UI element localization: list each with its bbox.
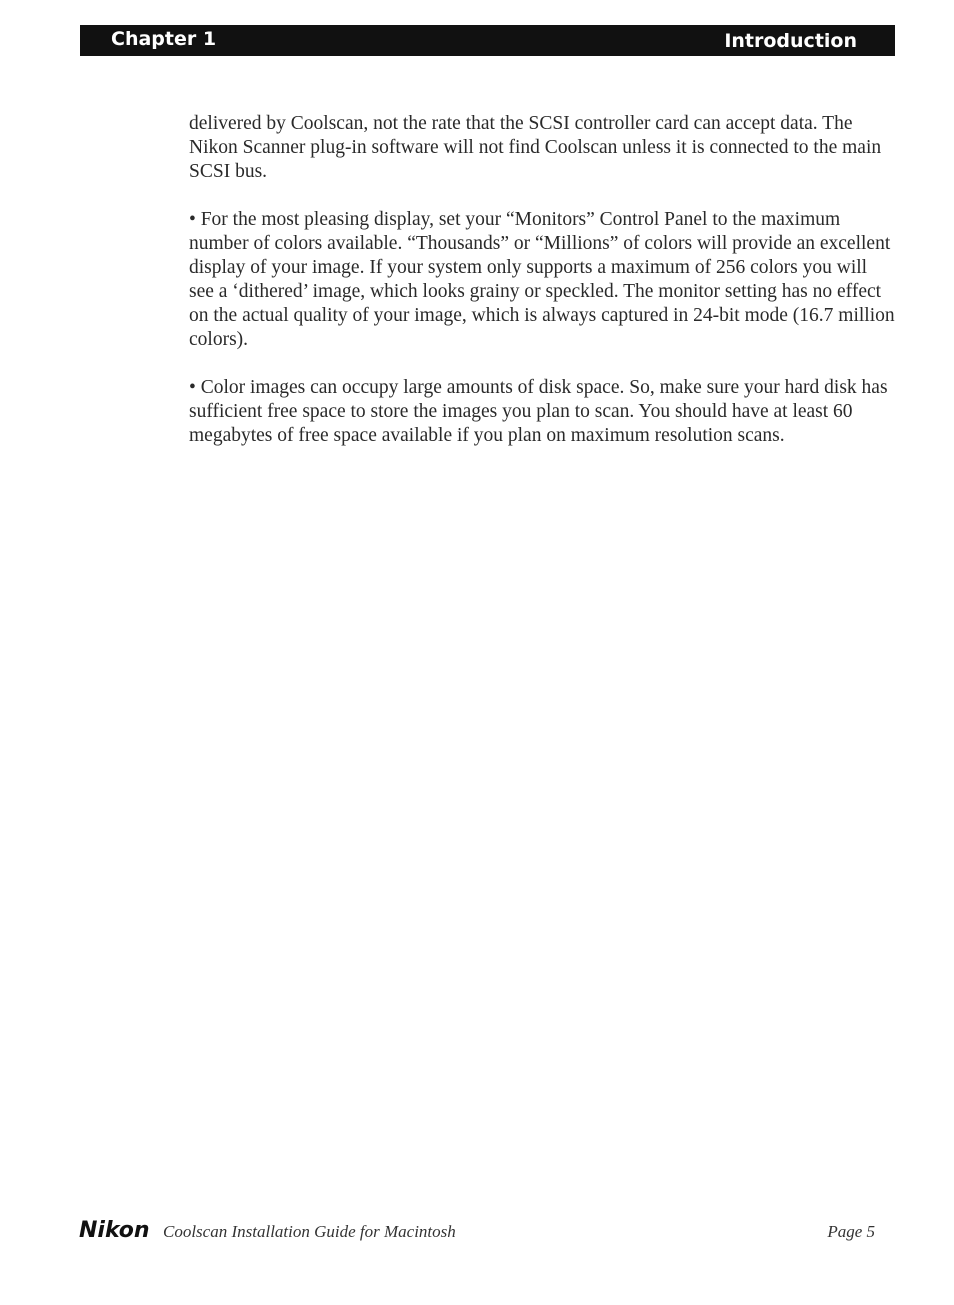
paragraph-monitors: • For the most pleasing display, set your “Monitors” Control Panel to the maximum number of colors available. “Thousands” or “Millions” of colors will provide an excellent display of your image. If your system only supports a maximum of 256 colors you will see a ‘dithered’ image, which looks grainy or speckled. The monitor setting has no effect on the actual quality of your image, which is always captured in 24-bit mode (16.7 million colors). — [189, 209, 895, 350]
nikon-logo: Nikon — [79, 1218, 150, 1243]
chapter-header-bar — [80, 25, 895, 56]
section-title: Introduction — [724, 30, 857, 52]
paragraph-disk-space: • Color images can occupy large amounts of disk space. So, make sure your hard disk has sufficient free space to store the images you plan to scan. You should have at least 60 megabytes of free space available if you plan on maximum resolution scans. — [189, 377, 888, 446]
page-footer — [79, 1218, 875, 1248]
paragraph-scsi: delivered by Coolscan, not the rate that the SCSI controller card can accept data. The Nikon Scanner plug-in software will not find Coolscan unless it is connected to the main SCSI bus. — [189, 113, 882, 182]
main-content — [189, 112, 895, 472]
guide-title: Coolscan Installation Guide for Macintosh — [163, 1222, 456, 1241]
page-number: Page 5 — [827, 1222, 875, 1241]
chapter-label: Chapter 1 — [111, 28, 217, 50]
